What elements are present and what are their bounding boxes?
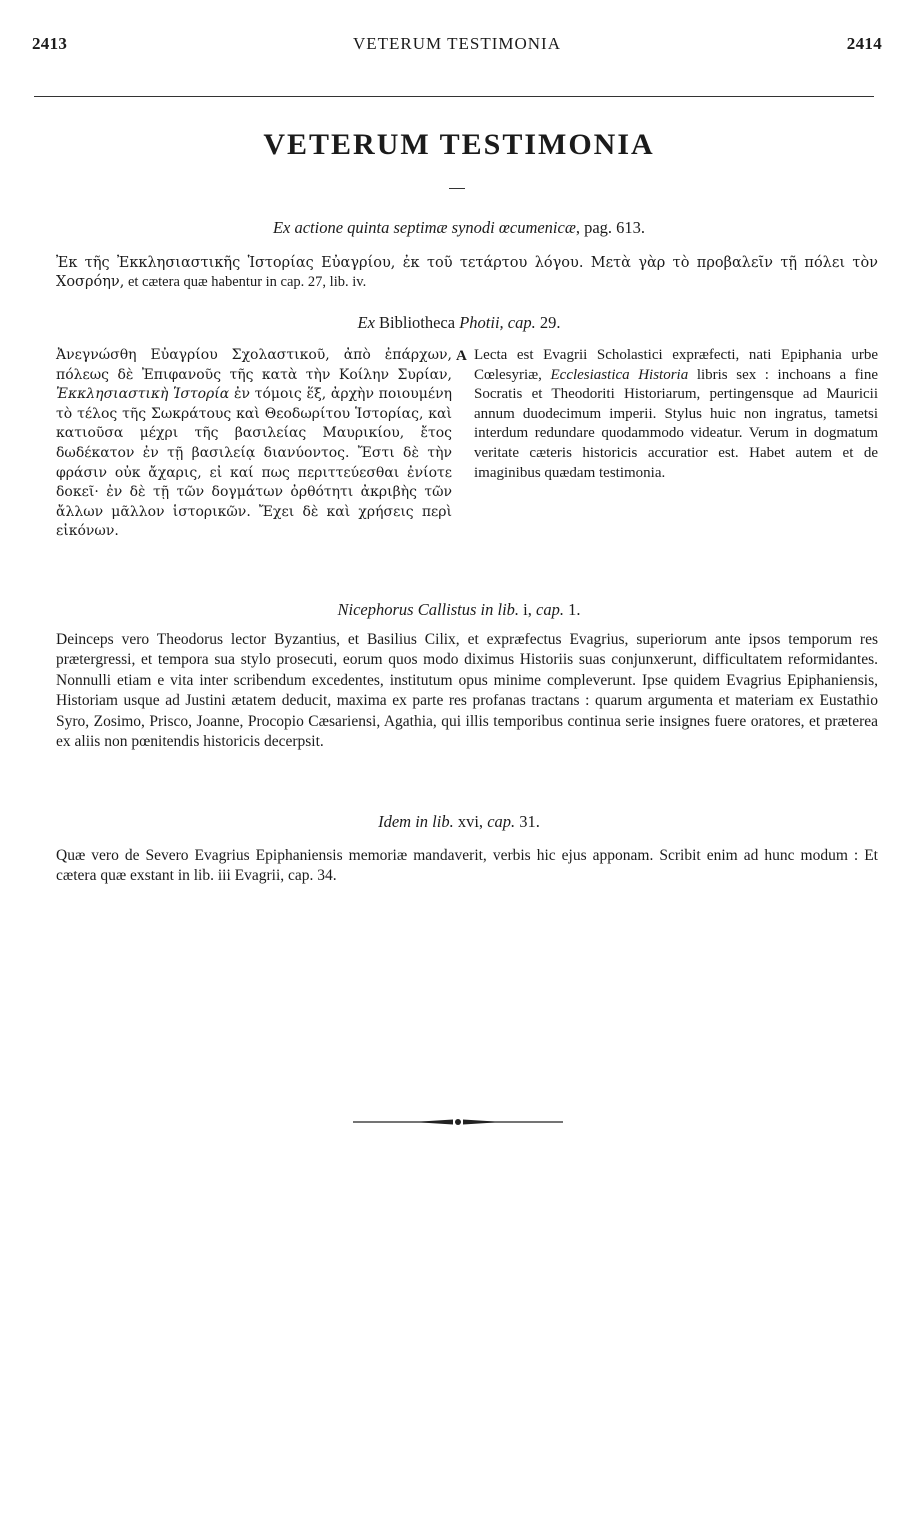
synod-greek-text: Ἐκ τῆς Ἐκκλησιαστικῆς Ἱστορίας Εὐαγρίου, ἐκ τοῦ τετάρτου λόγου. Μετὰ γὰρ τὸ προβαλεῖν τῇ πόλει τὸν Χοσρόην, bbox=[56, 255, 878, 290]
rubric-idem-cap: cap. bbox=[487, 812, 516, 831]
closing-ornament bbox=[353, 1116, 563, 1128]
rubric-idem bbox=[0, 812, 918, 832]
greek-column-title: Ἐκκλησιαστικὴ Ἱστορία bbox=[56, 386, 230, 403]
page-title: VETERUM TESTIMONIA bbox=[263, 128, 655, 161]
header-rule bbox=[34, 96, 874, 97]
rubric-idem-number: 31. bbox=[515, 812, 540, 831]
rubric-idem-book: xvi, bbox=[453, 812, 488, 831]
rubric-nicephorus-italic: Nicephorus Callistus in lib. bbox=[337, 600, 520, 619]
greek-column-text-b: ἐν τόμοις ἕξ, ἀρχὴν ποιουμένη τὸ τέλος τῆς Σωκράτους καὶ Θεοδωρίτου Ἱστορίας, καὶ κατιοῦσα μέχρι τῆς βασιλείας Μαυρικίου, ἔτος δωδέκατον ἐν τῇ βασιλείᾳ διανύοντος. Ἔστι δὲ τὴν φράσιν οὐκ ἄχαρις, εἰ καί πως περιττεύεσθαι ἐνίοτε δοκεῖ· ἐν δὲ τῇ τῶν δογμάτων ὀρθότητι ἀκριβὴς τῶν ἄλλων μᾶλλον ἱστορικῶν. Ἔχει δὲ καὶ χρήσεις περὶ εἰκόνων. bbox=[56, 386, 452, 540]
synod-latin-text: et cætera quæ habentur in cap. 27, lib. iv. bbox=[124, 274, 367, 290]
running-head bbox=[32, 34, 882, 58]
title-dash bbox=[449, 188, 465, 189]
latin-column-text-b: libris sex : inchoans a fine Socratis et Theodoriti Historiarum, pertingensque ad Mauricii annum duodecimum imperii. Stylus huic non ingratus, tametsi interdum redundare quodammodo videatur. Verum in dogmatum veritate cæteris historicis accuratior est. Habet autem et de imaginibus quædam testimonia. bbox=[474, 366, 878, 481]
greek-column-text-a: Ἀνεγνώσθη Εὐαγρίου Σχολαστικοῦ, ἀπὸ ἐπάρχων, πόλεως δὲ Ἐπιφανοῦς τῆς κατὰ τὴν Κοίλην Συρίαν, bbox=[56, 347, 452, 383]
rubric-synod bbox=[0, 218, 918, 238]
rubric-photius-plain: Bibliotheca bbox=[374, 313, 460, 332]
latin-column-text-a: Lecta est Evagrii Scholastici expræfecti, nati Epiphania urbe Cœlesyriæ, bbox=[474, 347, 878, 383]
rubric-synod-page: , pag. 613. bbox=[575, 218, 646, 237]
rubric-photius-italic-2: Photii, cap. bbox=[459, 313, 536, 332]
rubric-nicephorus-cap: cap. bbox=[536, 600, 564, 619]
latin-column-title: Ecclesiastica Historia bbox=[550, 366, 689, 383]
latin-column bbox=[474, 346, 878, 483]
rubric-photius bbox=[0, 313, 918, 333]
rubric-nicephorus-number: 1. bbox=[563, 600, 581, 619]
idem-paragraph: Quæ vero de Severo Evagrius Epiphaniensis memoriæ mandaverit, verbis hic ejus apponam. Scribit enim ad hunc modum : Et cætera quæ exstant in lib. iii Evagrii, cap. 34. bbox=[56, 847, 878, 885]
running-title: VETERUM TESTIMONIA bbox=[353, 34, 561, 53]
page-number-right: 2414 bbox=[846, 34, 882, 53]
rubric-idem-italic: Idem in lib. bbox=[378, 812, 454, 831]
greek-column bbox=[56, 346, 452, 542]
column-marker: A bbox=[456, 348, 467, 364]
nicephorus-paragraph: Deinceps vero Theodorus lector Byzantius, et Basilius Cilix, et expræfectus Evagrius, superiorum ante ipsos temporum res prætergressi, et tempora sua stylo prosecuti, eorum quos modo diximus Historiis suas conjunxerunt, difficultatem reformidantes. Nonnulli etiam e vita inter scribendum excedentes, institutum opus minime compleverunt. Ipse quidem Evagrius Epiphaniensis, Historiam usque ad Justini ætatem deducit, maxima ex parte res profanas tractans : quarum argumenta et materiam ex Eustathio Syro, Zosimo, Prisco, Joanne, Procopio Cæsariensi, Agathia, qui illis temporibus continua serie insignes fuere oratores, et præterea ex aliis non pœnitendis historicis decerpsit. bbox=[56, 631, 878, 751]
rubric-photius-italic-1: Ex bbox=[357, 313, 375, 332]
rubric-synod-italic: Ex actione quinta septimæ synodi œcumenicæ bbox=[272, 218, 576, 237]
page-number-left: 2413 bbox=[32, 34, 68, 53]
synod-excerpt bbox=[56, 254, 878, 292]
rubric-photius-number: 29. bbox=[535, 313, 561, 332]
rubric-nicephorus bbox=[0, 600, 918, 620]
rubric-nicephorus-book: i, bbox=[519, 600, 537, 619]
